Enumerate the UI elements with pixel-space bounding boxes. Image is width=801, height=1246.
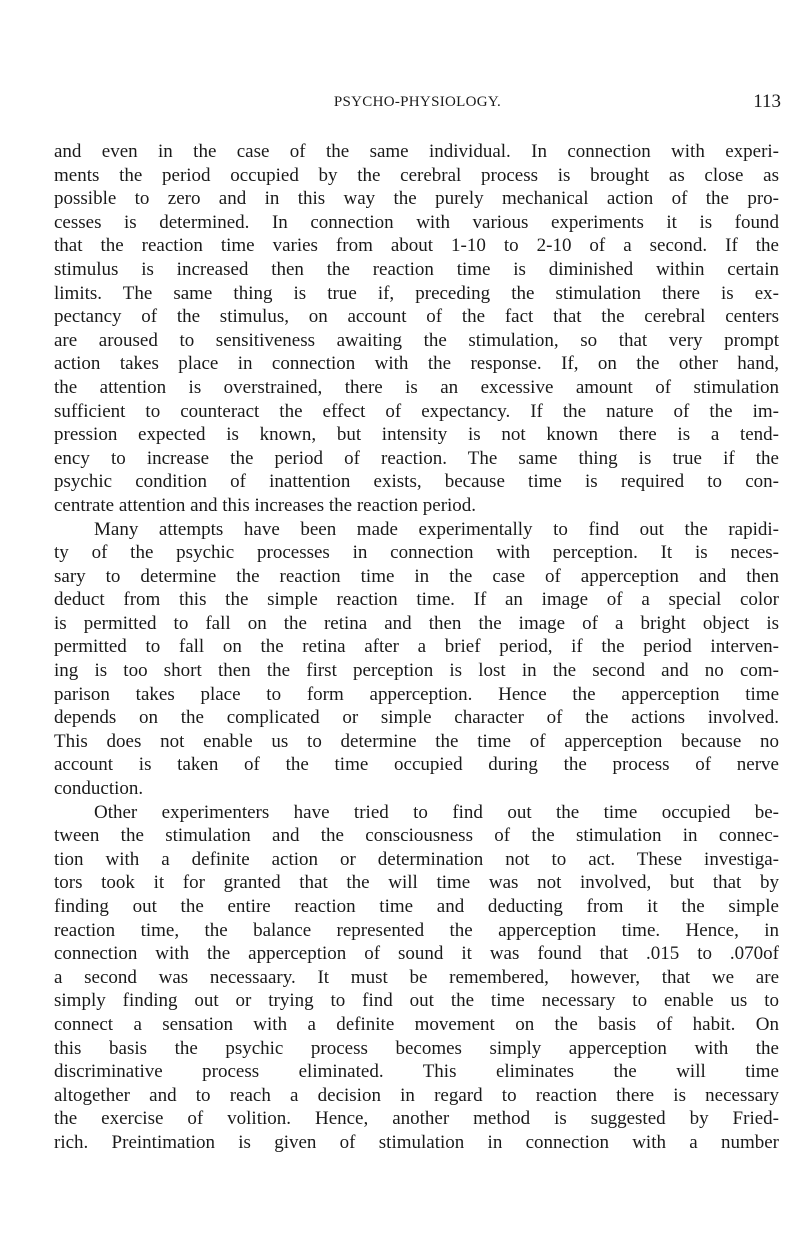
text-line: centrate attention and this increases the reaction period. <box>54 494 477 516</box>
text-line: possible to zero and in this way the purely mechanical action of the pro- <box>54 188 779 210</box>
text-line: Other experimenters have tried to find out the time occupied be- <box>94 801 779 823</box>
text-line: tween the stimulation and the consciousness of the stimulation in connec- <box>54 825 779 847</box>
running-head <box>54 91 781 113</box>
text-line: Many attempts have been made experimentally to find out the rapidi- <box>94 518 779 540</box>
text-line: permitted to fall on the retina after a brief period, if the period interven- <box>54 636 779 658</box>
text-line: stimulus is increased then the reaction time is diminished within certain <box>54 258 779 280</box>
text-line: is permitted to fall on the retina and then the image of a bright object is <box>54 612 779 634</box>
text-line: ency to increase the period of reaction. The same thing is true if the <box>54 447 779 469</box>
text-line: connect a sensation with a definite movement on the basis of habit. On <box>54 1013 779 1035</box>
text-line: depends on the complicated or simple character of the actions involved. <box>54 707 779 729</box>
text-line: This does not enable us to determine the time of apperception because no <box>54 730 779 752</box>
text-line: ty of the psychic processes in connection with perception. It is neces- <box>54 542 779 564</box>
text-line: a second was necessaary. It must be remembered, however, that we are <box>54 966 779 988</box>
text-line: discriminative process eliminated. This eliminates the will time <box>54 1061 779 1083</box>
text-line: deduct from this the simple reaction time. If an image of a special color <box>54 589 779 611</box>
text-line: tion with a definite action or determination not to act. These investiga- <box>54 848 779 870</box>
text-line: sufficient to counteract the effect of expectancy. If the nature of the im- <box>54 400 779 422</box>
text-line: limits. The same thing is true if, preceding the stimulation there is ex- <box>54 282 779 304</box>
text-line: ments the period occupied by the cerebral process is brought as close as <box>54 164 779 186</box>
text-line: account is taken of the time occupied during the process of nerve <box>54 754 779 776</box>
text-line: cesses is determined. In connection with various experiments it is found <box>54 211 779 233</box>
paragraph <box>54 140 779 518</box>
paragraph <box>54 518 779 801</box>
body-text <box>54 140 779 1155</box>
text-line: tors took it for granted that the will time was not involved, but that by <box>54 872 779 894</box>
text-line: pectancy of the stimulus, on account of the fact that the cerebral centers <box>54 306 779 328</box>
text-line: the exercise of volition. Hence, another method is suggested by Fried- <box>54 1108 779 1130</box>
text-line: action takes place in connection with the response. If, on the other hand, <box>54 353 779 375</box>
page-number: 113 <box>753 91 781 112</box>
text-line: are aroused to sensitiveness awaiting the stimulation, so that very prompt <box>54 329 779 351</box>
running-title: PSYCHO-PHYSIOLOGY. <box>333 94 502 110</box>
text-line: sary to determine the reaction time in the case of apperception and then <box>54 565 779 587</box>
text-line: simply finding out or trying to find out the time necessary to enable us to <box>54 990 779 1012</box>
text-line: psychic condition of inattention exists, because time is required to con- <box>54 471 779 493</box>
text-line: conduction. <box>54 778 144 800</box>
text-line: the attention is overstrained, there is an excessive amount of stimulation <box>54 376 779 398</box>
text-line: that the reaction time varies from about 1-10 to 2-10 of a second. If the <box>54 235 779 257</box>
text-line: parison takes place to form apperception. Hence the apperception time <box>54 683 779 705</box>
text-line: and even in the case of the same individual. In connection with experi- <box>54 141 779 162</box>
text-line: finding out the entire reaction time and deducting from it the simple <box>54 896 779 917</box>
paragraph <box>54 801 779 1155</box>
text-line: rich. Preintimation is given of stimulation in connection with a number <box>54 1131 779 1153</box>
text-line: ing is too short then the first perception is lost in the second and no com- <box>54 660 779 682</box>
text-line: pression expected is known, but intensity is not known there is a tend- <box>54 424 779 446</box>
text-line: altogether and to reach a decision in regard to reaction there is necessary <box>54 1084 779 1106</box>
text-line: this basis the psychic process becomes simply apperception with the <box>54 1037 779 1059</box>
text-line: reaction time, the balance represented the apperception time. Hence, in <box>54 919 779 941</box>
text-line: connection with the apperception of sound it was found that .015 to .070of <box>54 943 779 965</box>
